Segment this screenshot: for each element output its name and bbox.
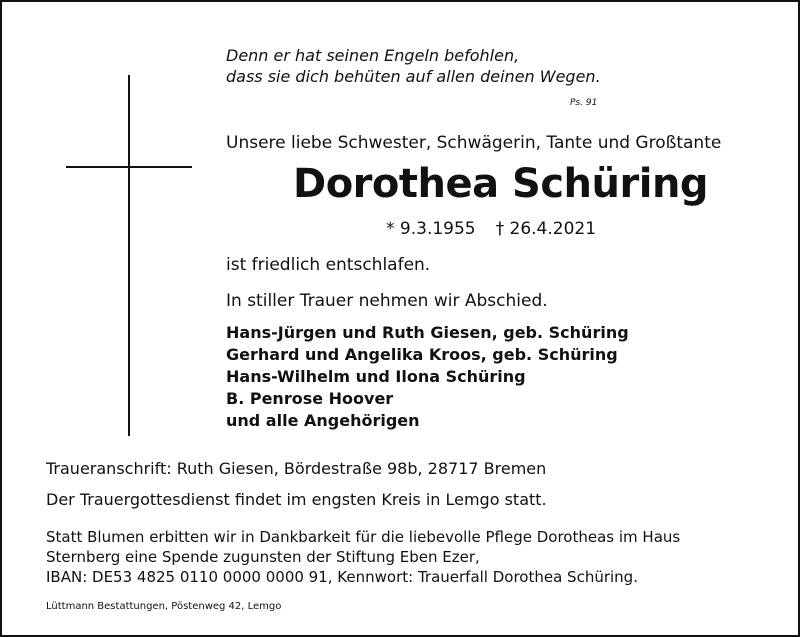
undertaker-credit: Lüttmann Bestattungen, Pöstenweg 42, Lemgo [46, 601, 282, 612]
cross-icon [128, 75, 130, 436]
farewell-text: In stiller Trauer nehmen wir Abschied. [226, 291, 548, 311]
mourner-item: Hans-Wilhelm und Ilona Schüring [226, 367, 526, 386]
donation-line-2: Sternberg eine Spende zugunsten der Stiftung Eben Ezer, [46, 548, 480, 566]
statement-text: ist friedlich entschlafen. [226, 255, 431, 275]
deceased-name: Dorothea Schüring [293, 161, 709, 207]
life-dates [386, 219, 596, 239]
donation-text [46, 527, 680, 587]
mourners-list [226, 322, 629, 432]
mourner-item: B. Penrose Hoover [226, 389, 394, 408]
cross-icon-crossbar [66, 166, 192, 168]
mourner-item: und alle Angehörigen [226, 411, 420, 430]
mourner-item: Gerhard und Angelika Kroos, geb. Schüring [226, 345, 618, 364]
verse-line-1: Denn er hat seinen Engeln befohlen, [226, 46, 520, 65]
verse-line-2: dass sie dich behüten auf allen deinen Wegen. [226, 67, 601, 86]
mourner-item: Hans-Jürgen und Ruth Giesen, geb. Schüring [226, 323, 629, 342]
funeral-service-text: Der Trauergottesdienst findet im engsten Kreis in Lemgo statt. [46, 490, 547, 509]
donation-line-3: IBAN: DE53 4825 0110 0000 0000 91, Kennwort: Trauerfall Dorothea Schüring. [46, 568, 638, 586]
intro-text: Unsere liebe Schwester, Schwägerin, Tante und Großtante [226, 133, 722, 153]
mourning-address: Traueranschrift: Ruth Giesen, Bördestraße 98b, 28717 Bremen [46, 459, 547, 478]
death-date: † 26.4.2021 [495, 219, 597, 239]
verse-reference: Ps. 91 [570, 98, 598, 108]
donation-line-1: Statt Blumen erbitten wir in Dankbarkeit für die liebevolle Pflege Dorotheas im Haus [46, 528, 681, 546]
birth-date: * 9.3.1955 [386, 219, 476, 239]
